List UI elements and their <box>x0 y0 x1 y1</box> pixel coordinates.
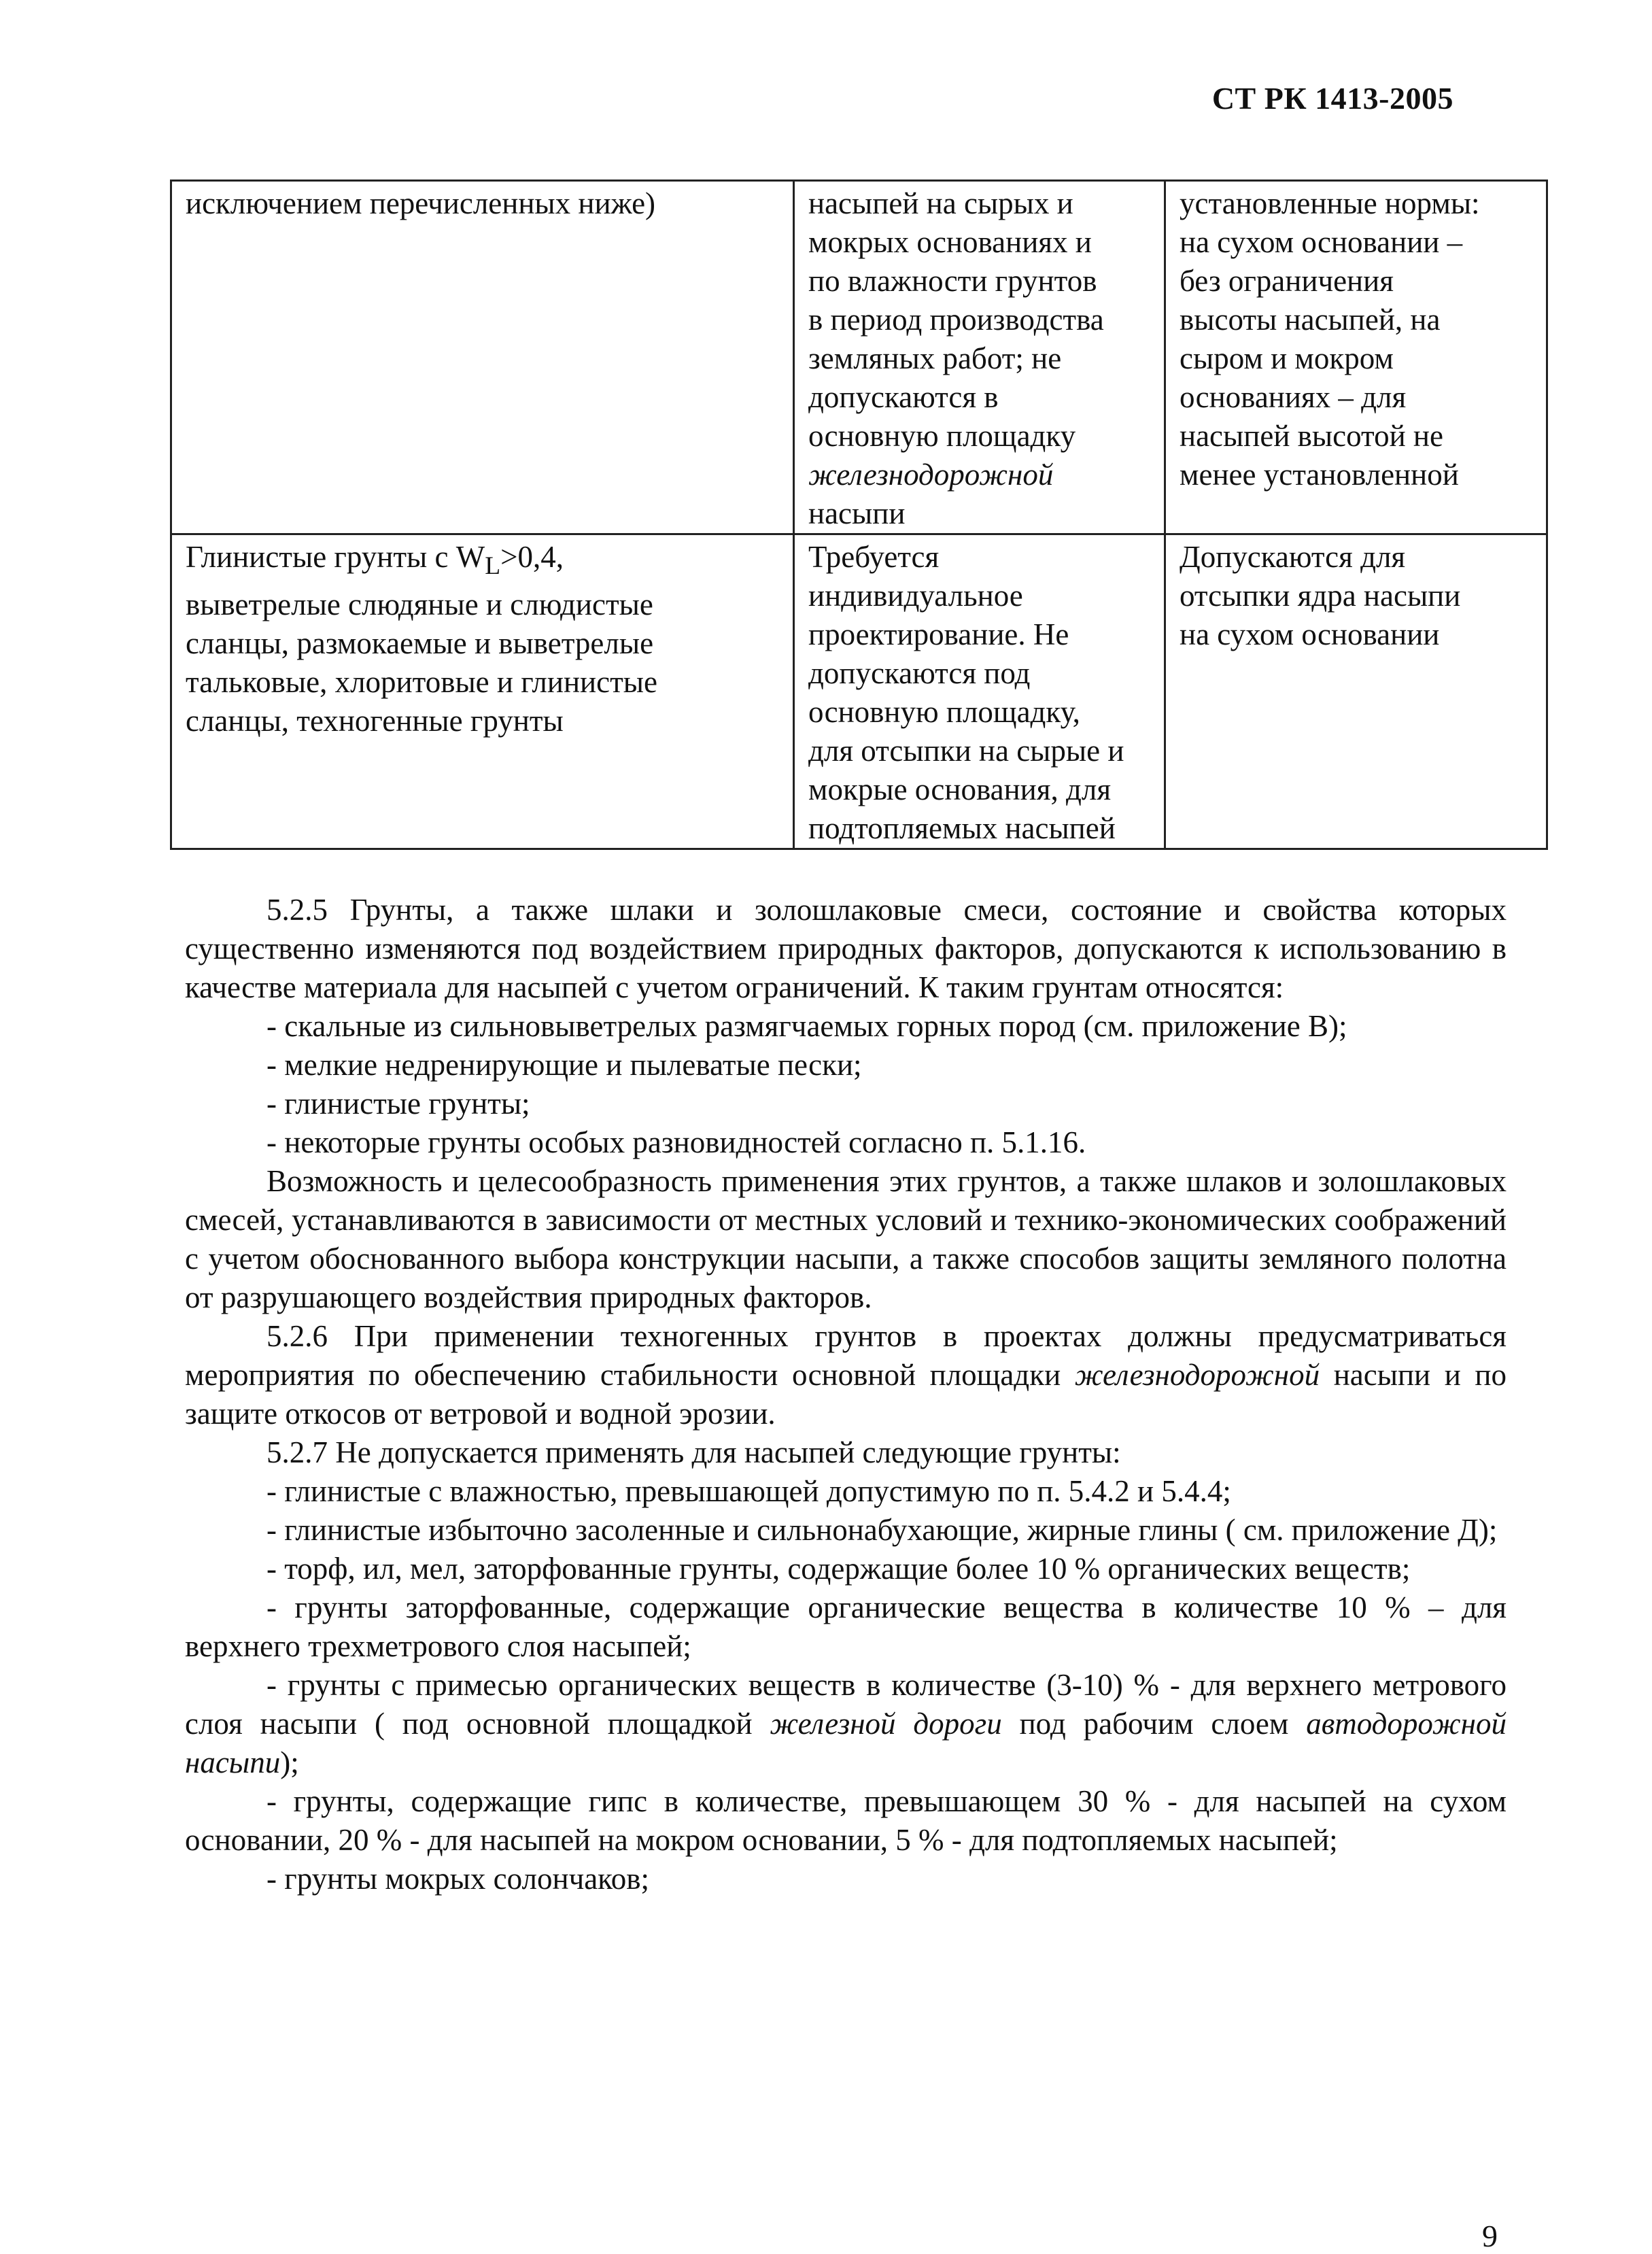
cell-line: на сухом основании <box>1180 617 1440 651</box>
paragraph-feasibility: Возможность и целесообразность применения этих грунтов, а также шлаков и золошлаковых смесей, устанавливаются в зависимости от местных условий и технико-экономических соображений с учетом обоснованного выбора конструкции насыпи, а также способов защиты земляного полотна от разрушающего воздействия природных факторов. <box>185 1164 1507 1314</box>
soil-table <box>170 180 1548 850</box>
cell-line: в период производства <box>808 303 1104 337</box>
list-text: - грунты с примесью органических веществ в количестве (3-10) % - для верхнего метрового слоя насыпи ( под основной площадкой <box>185 1668 1507 1741</box>
cell-line: сланцы, техногенные грунты <box>186 704 564 738</box>
cell-line: Требуется <box>808 540 940 574</box>
cell-line: основную площадку, <box>808 695 1080 729</box>
cell-line: сланцы, размокаемые и выветрелые <box>186 626 654 660</box>
table-cell <box>171 534 794 849</box>
italic-term: железнодорожной <box>1074 1358 1320 1392</box>
main-text <box>185 891 1507 1898</box>
table-cell <box>794 181 1165 534</box>
list-item: - грунты заторфованные, содержащие органические вещества в количестве 10 % – для верхнего трехметрового слоя насыпей; <box>185 1590 1507 1663</box>
cell-line: для отсыпки на сырые и <box>808 734 1124 768</box>
cell-line: насыпи <box>808 496 906 530</box>
italic-term: железной дороги <box>770 1707 1002 1741</box>
table-cell <box>171 181 794 534</box>
document-code: СТ РК 1413-2005 <box>1211 81 1453 116</box>
list-item <box>185 1666 1507 1782</box>
paragraph-5-2-7: 5.2.7 Не допускается применять для насыпей следующие грунты: <box>266 1435 1121 1469</box>
cell-line: основаниях – для <box>1180 380 1407 414</box>
paragraph-5-2-6 <box>185 1317 1507 1433</box>
table-cell <box>1165 534 1547 849</box>
cell-line: мокрые основания, для <box>808 772 1112 806</box>
cell-line: отсыпки ядра насыпи <box>1180 579 1461 613</box>
table-cell <box>794 534 1165 849</box>
paragraph-5-2-5: 5.2.5 Грунты, а также шлаки и золошлаковые смеси, состояние и свойства которых существенно изменяются под воздействием природных факторов, допускаются к использованию в качестве материала для насыпей с учетом ограничений. К таким грунтам относятся: <box>185 893 1507 1004</box>
page-number: 9 <box>1482 2219 1498 2253</box>
list-item: - грунты мокрых солончаков; <box>266 1862 650 1896</box>
cell-line: подтопляемых насыпей <box>808 811 1116 845</box>
cell-line: допускаются в <box>808 380 999 414</box>
subscript: L <box>485 552 501 580</box>
cell-line: сыром и мокром <box>1180 341 1394 375</box>
cell-line: исключением перечисленных ниже) <box>186 186 656 220</box>
list-item: - грунты, содержащие гипс в количестве, превышающем 30 % - для насыпей на сухом основании, 20 % - для насыпей на мокром основании, 5 % - для подтопляемых насыпей; <box>185 1784 1507 1857</box>
italic-term: автодорожной насыпи <box>185 1707 1507 1779</box>
cell-line: проектирование. Не <box>808 617 1069 651</box>
list-item: - глинистые избыточно засоленные и сильнонабухающие, жирные глины ( см. приложение Д); <box>266 1513 1498 1547</box>
cell-line: мокрых основаниях и <box>808 225 1092 259</box>
paragraph-text: насыпи и по защите откосов от ветровой и водной эрозии. <box>185 1358 1507 1431</box>
list-text: ); <box>280 1745 299 1779</box>
cell-line: установленные нормы: <box>1180 186 1480 220</box>
paragraph-text: 5.2.6 При применении техногенных грунтов в проектах должны предусматриваться мероприятия по обеспечению стабильности основной площадки <box>185 1319 1507 1392</box>
cell-line: насыпей высотой не <box>1180 419 1443 453</box>
list-item: - глинистые грунты; <box>266 1087 530 1121</box>
cell-line: основную площадку <box>808 419 1076 453</box>
italic-term: железнодорожной <box>808 458 1054 492</box>
cell-line: выветрелые слюдяные и слюдистые <box>186 587 653 621</box>
cell-line: земляных работ; не <box>808 341 1062 375</box>
cell-line: высоты насыпей, на <box>1180 303 1441 337</box>
list-item: - глинистые с влажностью, превышающей допустимую по п. 5.4.2 и 5.4.4; <box>266 1474 1231 1508</box>
table-row <box>171 181 1547 534</box>
cell-line <box>186 538 783 585</box>
cell-text: >0,4, <box>500 540 564 574</box>
list-item: - некоторые грунты особых разновидностей согласно п. 5.1.16. <box>266 1125 1086 1159</box>
cell-text: Глинистые грунты с W <box>186 540 485 574</box>
list-item: - мелкие недренирующие и пылеватые пески; <box>266 1048 862 1082</box>
list-text: под рабочим слоем <box>1001 1707 1307 1741</box>
cell-line: Допускаются для <box>1180 540 1406 574</box>
cell-line: индивидуальное <box>808 579 1023 613</box>
list-item: - скальные из сильновыветрелых размягчаемых горных пород (см. приложение В); <box>266 1009 1347 1043</box>
cell-line: тальковые, хлоритовые и глинистые <box>186 665 657 699</box>
cell-line: на сухом основании – <box>1180 225 1463 259</box>
cell-line: по влажности грунтов <box>808 264 1097 298</box>
cell-line: насыпей на сырых и <box>808 186 1073 220</box>
list-item: - торф, ил, мел, заторфованные грунты, содержащие более 10 % органических веществ; <box>266 1552 1411 1586</box>
table-row <box>171 534 1547 849</box>
cell-line: менее установленной <box>1180 458 1459 492</box>
cell-line <box>808 456 1154 494</box>
table-cell <box>1165 181 1547 534</box>
cell-line: без ограничения <box>1180 264 1394 298</box>
cell-line: допускаются под <box>808 656 1031 690</box>
